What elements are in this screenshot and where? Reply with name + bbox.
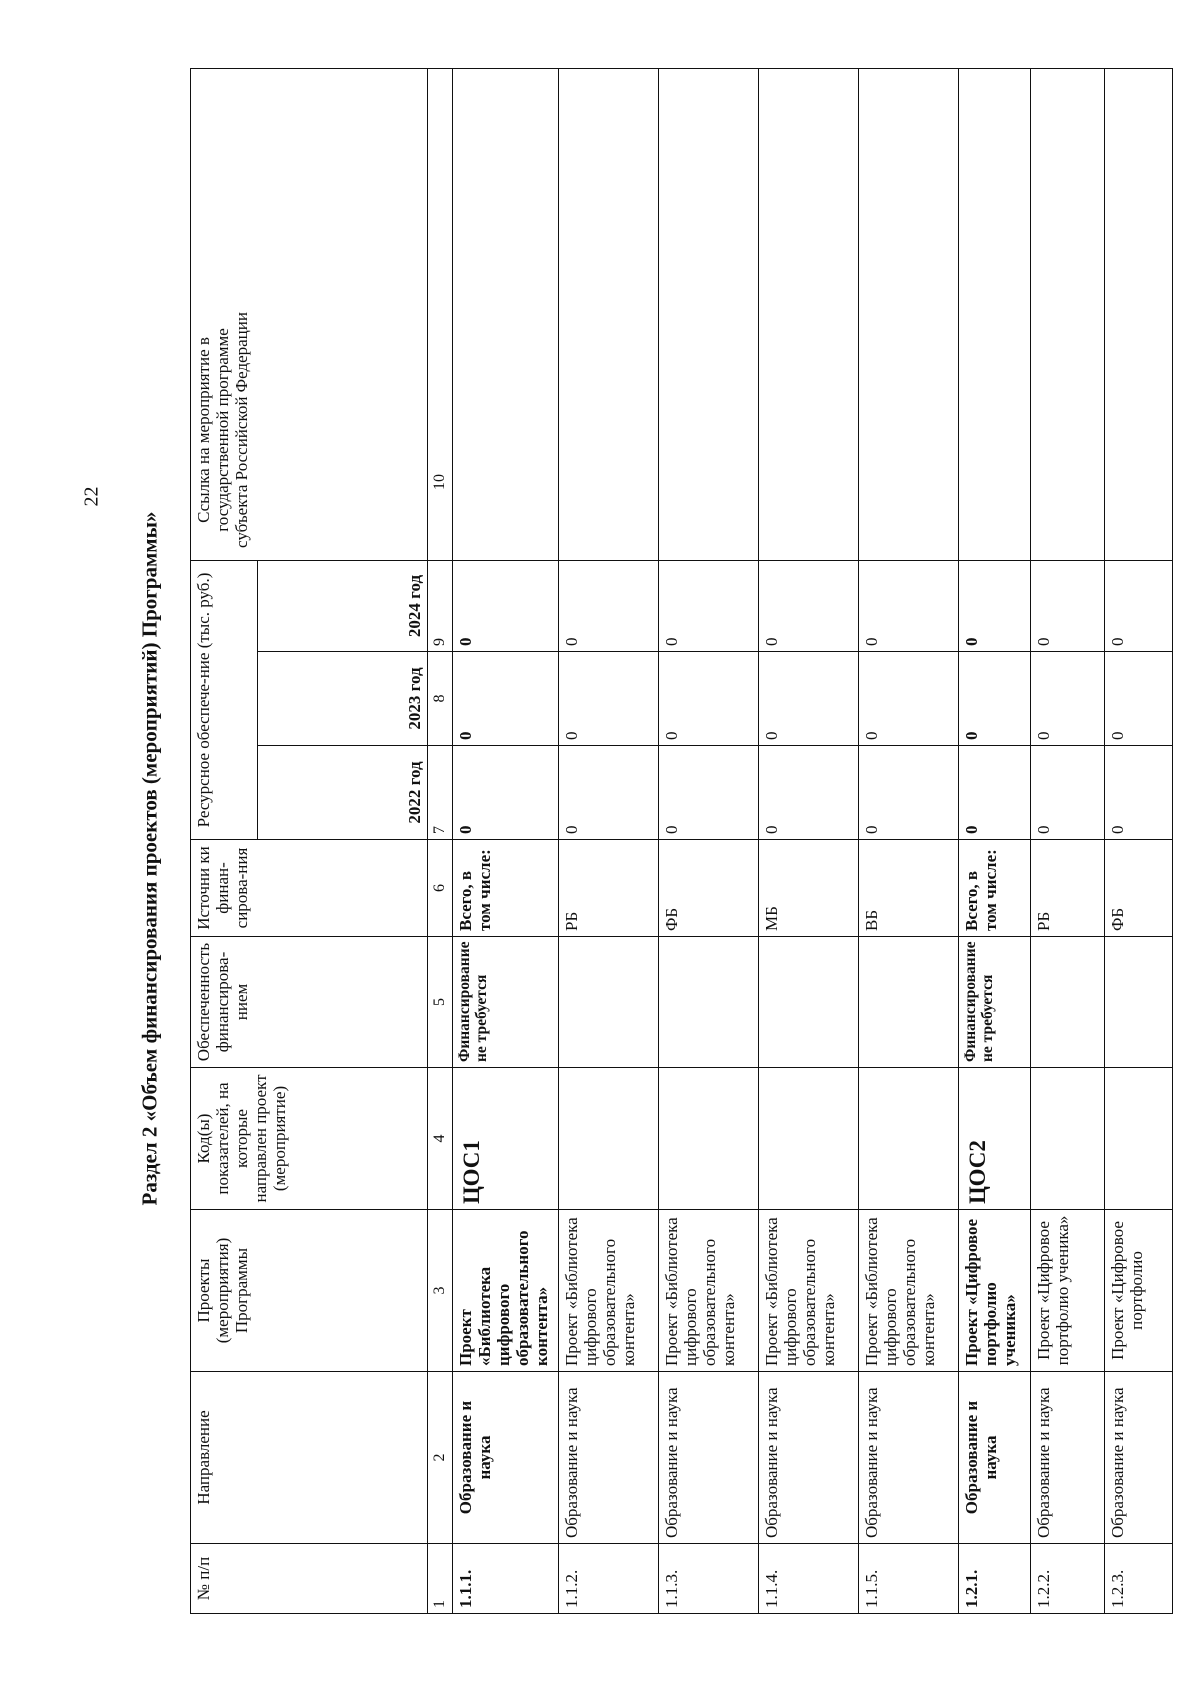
row-program-link	[658, 68, 758, 560]
row-value-2022: 0	[858, 746, 958, 840]
row-project: Проект «Библиотека цифрового образовательного контента»	[452, 1210, 558, 1372]
row-direction: Образование и наука	[558, 1372, 658, 1544]
row-funding-status: Финансирование не требуется	[958, 937, 1030, 1068]
row-value-2024: 0	[858, 560, 958, 651]
row-number: 1.1.1.	[452, 1544, 558, 1614]
table-row	[452, 68, 558, 1613]
row-value-2022: 0	[452, 746, 558, 840]
row-program-link	[1030, 68, 1104, 560]
row-number: 1.2.3.	[1104, 1544, 1172, 1614]
row-indicator-code	[558, 1068, 658, 1210]
row-value-2024: 0	[1104, 560, 1172, 651]
row-value-2022: 0	[758, 746, 858, 840]
row-value-2023: 0	[1104, 652, 1172, 746]
row-direction: Образование и наука	[452, 1372, 558, 1544]
row-funding-status	[658, 937, 758, 1068]
row-value-2022: 0	[658, 746, 758, 840]
row-value-2024: 0	[452, 560, 558, 651]
row-funding-source: Всего, в том числе:	[452, 840, 558, 937]
row-direction: Образование и наука	[658, 1372, 758, 1544]
row-value-2024: 0	[558, 560, 658, 651]
column-number: 2	[428, 1372, 453, 1544]
row-funding-status	[1104, 937, 1172, 1068]
row-indicator-code: ЦОС2	[958, 1068, 1030, 1210]
header-num: № п/п	[191, 1544, 428, 1614]
row-indicator-code	[1104, 1068, 1172, 1210]
column-number: 6	[428, 840, 453, 937]
row-funding-status	[558, 937, 658, 1068]
header-project: Проекты (мероприятия) Программы	[191, 1210, 428, 1372]
row-program-link	[958, 68, 1030, 560]
column-number: 3	[428, 1210, 453, 1372]
header-link: Ссылка на мероприятие в государственной программе субъекта Российской Федерации	[194, 312, 252, 548]
table-row	[1104, 68, 1172, 1613]
row-value-2024: 0	[1030, 560, 1104, 651]
page-number: 22	[80, 486, 103, 507]
row-funding-status	[758, 937, 858, 1068]
header-codes: Код(ы) показателей, на которые направлен проект (мероприятие)	[191, 1068, 428, 1210]
row-value-2022: 0	[958, 746, 1030, 840]
row-direction: Образование и наука	[858, 1372, 958, 1544]
row-program-link	[558, 68, 658, 560]
row-value-2023: 0	[452, 652, 558, 746]
header-2022: 2022 год	[258, 746, 428, 840]
row-project: Проект «Библиотека цифрового образовательного контента»	[758, 1210, 858, 1372]
row-funding-status	[1030, 937, 1104, 1068]
row-project: Проект «Библиотека цифрового образовательного контента»	[658, 1210, 758, 1372]
table-row	[658, 68, 758, 1613]
row-value-2023: 0	[558, 652, 658, 746]
section-title: Раздел 2 «Объем финансирования проектов (мероприятий) Программы»	[137, 511, 162, 1206]
row-value-2023: 0	[758, 652, 858, 746]
row-indicator-code	[858, 1068, 958, 1210]
row-funding-source: ВБ	[858, 840, 958, 937]
table-row	[958, 68, 1030, 1613]
table-row	[558, 68, 658, 1613]
column-number: 7	[428, 746, 453, 840]
row-funding-status	[858, 937, 958, 1068]
column-numbers-row	[428, 68, 453, 1613]
column-number: 8	[428, 652, 453, 746]
row-value-2023: 0	[1030, 652, 1104, 746]
row-value-2023: 0	[858, 652, 958, 746]
row-direction: Образование и наука	[1104, 1372, 1172, 1544]
row-program-link	[452, 68, 558, 560]
row-project: Проект «Библиотека цифрового образовательного контента»	[858, 1210, 958, 1372]
row-number: 1.2.2.	[1030, 1544, 1104, 1614]
row-project: Проект «Цифровое портфолио ученика»	[1030, 1210, 1104, 1372]
row-number: 1.1.3.	[658, 1544, 758, 1614]
row-funding-source: Всего, в том числе:	[958, 840, 1030, 937]
row-funding-status: Финансирование не требуется	[452, 937, 558, 1068]
row-number: 1.1.4.	[758, 1544, 858, 1614]
header-2024: 2024 год	[258, 560, 428, 651]
row-indicator-code: ЦОС1	[452, 1068, 558, 1210]
header-2023: 2023 год	[258, 652, 428, 746]
row-program-link	[858, 68, 958, 560]
row-value-2022: 0	[1104, 746, 1172, 840]
row-indicator-code	[1030, 1068, 1104, 1210]
header-sources: Источни ки финан-сирова-ния	[191, 840, 428, 937]
row-value-2023: 0	[658, 652, 758, 746]
row-number: 1.1.5.	[858, 1544, 958, 1614]
column-number: 4	[428, 1068, 453, 1210]
row-direction: Образование и наука	[958, 1372, 1030, 1544]
rotated-table-container	[190, 69, 1155, 1614]
header-direction: Направление	[191, 1372, 428, 1544]
row-funding-source: ФБ	[1104, 840, 1172, 937]
row-direction: Образование и наука	[1030, 1372, 1104, 1544]
row-value-2024: 0	[758, 560, 858, 651]
row-number: 1.1.2.	[558, 1544, 658, 1614]
row-program-link	[758, 68, 858, 560]
row-value-2022: 0	[1030, 746, 1104, 840]
row-direction: Образование и наука	[758, 1372, 858, 1544]
row-project: Проект «Цифровое портфолио ученика»	[958, 1210, 1030, 1372]
row-program-link	[1104, 68, 1172, 560]
row-value-2022: 0	[558, 746, 658, 840]
column-number: 10	[428, 68, 453, 560]
column-number: 5	[428, 937, 453, 1068]
row-indicator-code	[758, 1068, 858, 1210]
header-funding-status: Обеспеченность финансирова-нием	[191, 937, 428, 1068]
row-project: Проект «Цифровое портфолио	[1104, 1210, 1172, 1372]
row-value-2023: 0	[958, 652, 1030, 746]
column-number: 9	[428, 560, 453, 651]
table-row	[758, 68, 858, 1613]
header-resources: Ресурсное обеспече-ние (тыс. руб.)	[191, 560, 258, 839]
row-number: 1.2.1.	[958, 1544, 1030, 1614]
row-funding-source: ФБ	[658, 840, 758, 937]
row-funding-source: РБ	[1030, 840, 1104, 937]
table-row	[1030, 68, 1104, 1613]
row-value-2024: 0	[658, 560, 758, 651]
row-funding-source: МБ	[758, 840, 858, 937]
row-value-2024: 0	[958, 560, 1030, 651]
row-funding-source: РБ	[558, 840, 658, 937]
column-number: 1	[428, 1544, 453, 1614]
table-row	[858, 68, 958, 1613]
row-indicator-code	[658, 1068, 758, 1210]
financing-table	[190, 68, 1173, 1614]
row-project: Проект «Библиотека цифрового образовательного контента»	[558, 1210, 658, 1372]
